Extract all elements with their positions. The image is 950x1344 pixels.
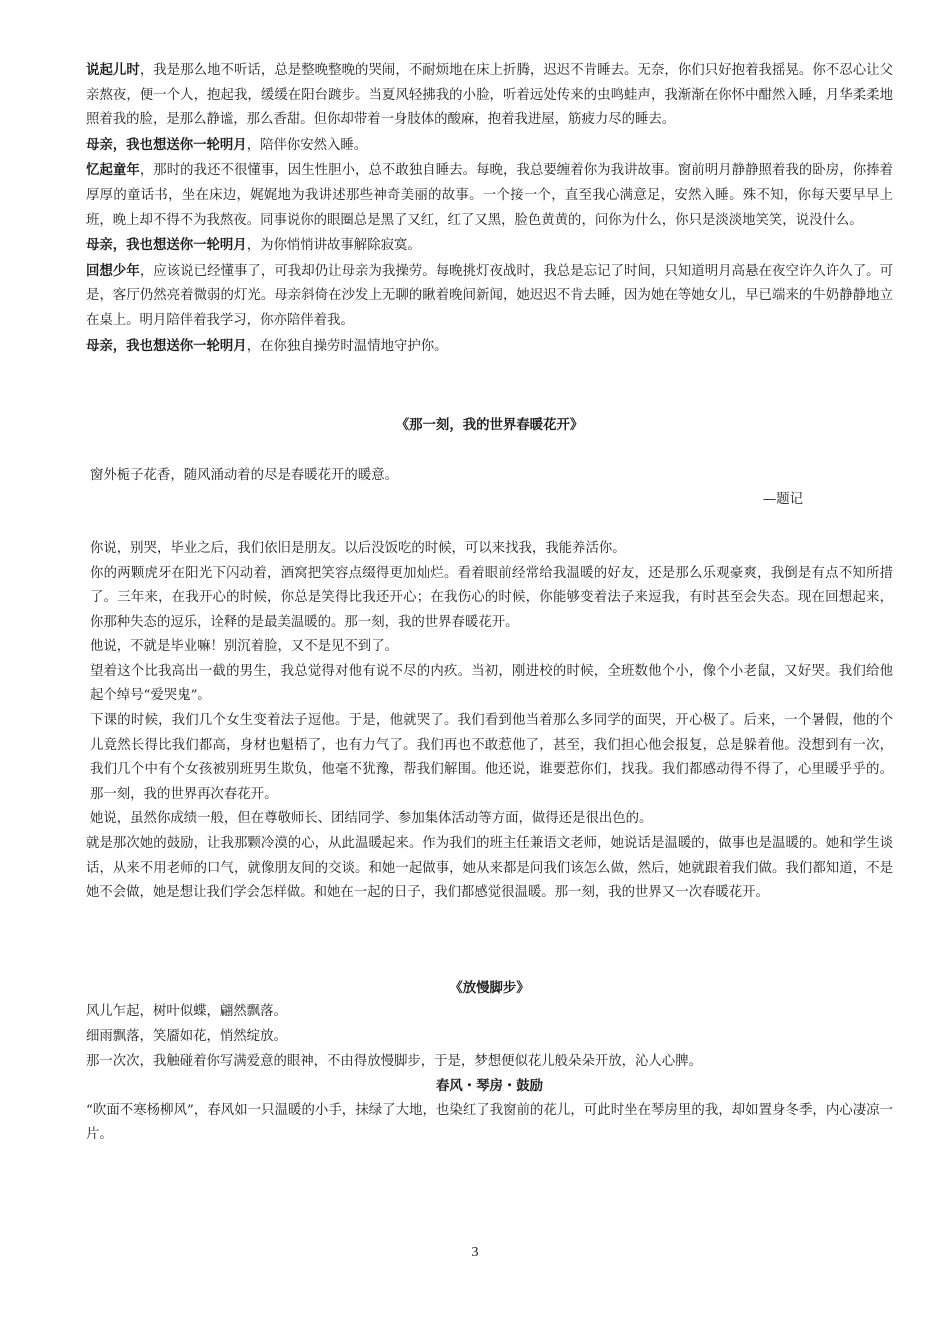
paragraph-text: ，那时的我还不很懂事，因生性胆小，总不敢独自睡去。每晚，我总要缠着你为我讲故事。窗前明月静静照着我的卧房，你捧着厚厚的童话书，坐在床边，娓娓地为我讲述那些神奇美丽的故事。一个接一个，直至我心满意足，安然入睡。殊不知，你每天要早早上班，晚上却不得不为我熬夜。同事说你的眼圈总是黑了又红，红了又黑，脸色黄黄的，问你为什么，你只是淡淡地笑笑，说没什么。	[86, 163, 894, 228]
spacer	[86, 513, 893, 537]
essay-title: 《放慢脚步》	[449, 979, 530, 996]
paragraph: 望着这个比我高出一截的男生，我总觉得对他有说不尽的内疚。当初，刚进校的时候，全班数他个小，像个小老鼠，又好哭。我们给他起个绰号“爱哭鬼”。	[90, 663, 893, 704]
paragraph-text: ，我是那么地不听话，总是整晚整晚的哭闹，不耐烦地在床上折腾，迟迟不肯睡去。无奈，你们只好抱着我摇晃。你不忍心让父亲熬夜，便一个人，抱起我，缓缓在阳台踱步。当夏风轻拂我的小脸，听着远处传来的虫鸣蛙声，我渐渐在你怀中酣然入睡，月华柔柔地照着我的脸，是那么静谧，那么香甜。但你却带着一身肢体的酸麻，抱着我进屋，筋疲力尽的睡去。	[86, 63, 894, 128]
paragraph: 下课的时候，我们几个女生变着法子逗他。于是，他就哭了。我们看到他当着那么多同学的面哭，开心极了。后来，一个暑假，他的个儿竟然长得比我们都高，身材也魁梧了，也有力气了。我们再也不敢惹他了，甚至，我们担心他会报复，总是躲着他。没想到有一次，我们几个中有个女孩被别班男生欺负，他毫不犹豫，帮我们解围。他还说，谁要惹你们，找我。我们都感动得不得了，心里暖乎乎的。那一刻，我的世界再次春花开。	[90, 713, 893, 802]
page-number: 3	[471, 1245, 479, 1260]
refrain	[86, 334, 893, 360]
paragraph-text: ，应该说已经懂事了，可我却仍让母亲为我操劳。每晚挑灯夜战时，我总是忘记了时间，只知道明月高悬在夜空许久许久了。可是，客厅仍然亮着微弱的灯光。母亲斜倚在沙发上无聊的瞅着晚间新闻，她迟迟不肯去睡，因为她在等她女儿，早已端来的牛奶静静地立在桌上。明月陪伴着我学习，你亦陪伴着我。	[86, 263, 894, 328]
spacer	[86, 438, 893, 464]
paragraph: 他说，不就是毕业嘛！别沉着脸，又不是见不到了。	[90, 639, 398, 655]
paragraph: “吹面不寒杨柳风”，春风如一只温暖的小手，抹绿了大地，也染红了我窗前的花儿，可此时坐在琴房里的我，却如置身冬季，内心凄凉一片。	[86, 1102, 893, 1143]
refrain-lead: 母亲，我也想送你一轮明月	[86, 337, 247, 354]
subheading: 春风・琴房・鼓励	[435, 1078, 544, 1095]
essay-title: 《那一刻，我的世界春暖花开》	[395, 417, 584, 434]
refrain-text: ，在你独自操劳时温情地守护你。	[246, 338, 448, 354]
epigraph: 窗外栀子花香，随风涌动着的尽是春暖花开的暖意。	[90, 467, 398, 483]
refrain	[86, 133, 893, 159]
paragraph	[86, 259, 893, 334]
line: 风儿乍起，树叶似蝶，翩然飘落。	[86, 1004, 287, 1020]
paragraph: 她说，虽然你成绩一般，但在尊敬师长、团结同学、参加集体活动等方面，做得还是很出色的。	[90, 811, 653, 827]
paragraph: 你说，别哭，毕业之后，我们依旧是朋友。以后没饭吃的时候，可以来找我，我能养活你。	[90, 540, 626, 556]
paragraph-lead: 忆起童年	[86, 162, 140, 179]
refrain-lead: 母亲，我也想送你一轮明月	[86, 136, 247, 153]
epigraph-signature: —题记	[762, 492, 803, 508]
paragraph: 你的两颗虎牙在阳光下闪动着，酒窝把笑容点缀得更加灿烂。看着眼前经常给我温暖的好友，还是那么乐观豪爽，我倒是有点不知所措了。三年来，在我开心的时候，你总是笑得比我还开心；在我伤心的时候，你能够变着法子来逗我，有时甚至会失态。现在回想起来，你那种失态的逗乐，诠释的是最美温暖的。那一刻，我的世界春暖花开。	[90, 565, 893, 630]
refrain	[86, 233, 893, 259]
refrain-text: ，陪伴你安然入睡。	[246, 137, 368, 153]
line: 那一次次，我触碰着你写满爱意的眼神，不由得放慢脚步，于是，梦想便似花儿般朵朵开放，沁人心脾。	[86, 1053, 702, 1069]
spacer	[86, 359, 893, 413]
spacer	[86, 906, 893, 976]
paragraph-lead: 回想少年	[86, 262, 140, 279]
refrain-text: ，为你悄悄讲故事解除寂寞。	[246, 238, 421, 254]
paragraph	[86, 158, 893, 233]
refrain-lead: 母亲，我也想送你一轮明月	[86, 237, 247, 254]
paragraph	[86, 58, 893, 133]
paragraph: 就是那次她的鼓励，让我那颗冷漠的心，从此温暖起来。作为我们的班主任兼语文老师，她说话是温暖的，做事也是温暖的。她和学生谈话，从来不用老师的口气，就像朋友间的交谈。和她一起做事，她从来都是问我们该怎么做，然后，她就跟着我们做。我们都知道，不是她不会做，她是想让我们学会怎样做。和她在一起的日子，我们都感觉很温暖。那一刻，我的世界又一次春暖花开。	[86, 836, 893, 901]
document-body	[86, 58, 893, 1148]
line: 细雨飘落，笑靥如花，悄然绽放。	[86, 1029, 287, 1044]
paragraph-lead: 说起儿时	[86, 62, 140, 78]
